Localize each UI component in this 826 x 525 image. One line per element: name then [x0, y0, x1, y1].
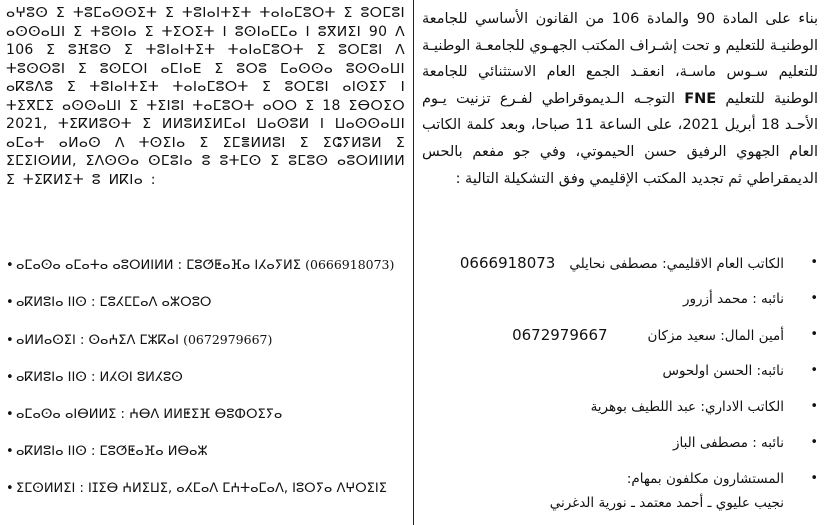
list-item: • ⴰⴽⵍⵓⵏⴰ ⵏⵏⵙ : ⵍⵃⵙⵏ ⵓⵍⵃⵓⵙ [6, 370, 183, 385]
arabic-member-list [438, 254, 818, 512]
list-item: • نائبه : مصطفى الباز [672, 435, 818, 451]
arabic-column [414, 0, 826, 525]
list-item: • ⴰⴽⵍⵓⵏⴰ ⵏⵏⵙ : ⵎⵓⵚⵟⴰⴼⴰ ⵍⴱⴰⵣ [6, 444, 208, 459]
tifinagh-member-list [6, 256, 406, 517]
list-item: • نائبه: الحسن اولحوس [662, 363, 818, 379]
advisors-names: نجيب عليوي ـ أحمد معتمد ـ نورية الدغرني [549, 495, 784, 511]
list-item: • ⴰⴽⵍⵓⵏⴰ ⵏⵏⵙ : ⵎⵓⵃⵎⵎⴰⴷ ⴰⵣⵔⵓⵔ [6, 295, 212, 310]
list-item: • ⴰⵎⴰⵙⴰ ⴰⵏⴱⵍⵍⵉ : ⵄⴱⴷ ⵍⵍⵟⵉⴼ ⴱⵓⵀⵔⵉⵢⴰ [6, 407, 283, 422]
list-item: • نائبه : محمد أزرور [682, 291, 818, 307]
list-item: • أمين المال: سعيد مزكان0672979667 [512, 326, 818, 344]
list-item: • الكاتب العام الاقليمي: مصطفى نحايلي0666918073 [459, 254, 818, 272]
arabic-paragraph: بناء على المادة 90 والمادة 106 من القانون الأساسي للجامعة الوطنيـة للتعليم و تحت إشـراف المكتب الجهـوي للجامعـة الوطنيـة للتعليم سـوس ماسـة، انعقـد الجمع العام الاستثنائي للجامعة الوطنية للتعليم FNE التوجـه الـديموقراطي لفـرع تزنيت يـوم الأحـد 18 أبريل 2021، على الساعة 11 صباحا، وبعد كلمة الكاتب العام الجهوي الرفيق حسن الحيموتي، وفي جو مفعم بالحس الديمقراطي ثم تجديد المكتب الإقليمي وفق التشكيلة التالية : [422, 11, 818, 187]
list-item: • ⴰⵍⵍⴰⵙⵉⵏ : ⵙⴰⵄⵉⴷ ⵎⵣⴽⴰⵏ (0672979667) [6, 332, 273, 348]
tifinagh-paragraph: ⴰⵖⵓⵙ ⵉ ⵜⵓⵎⴰⵙⵙⵉⵜ ⵉ ⵜⵓⵏⴰⵏⵜⵉⵜ ⵜⴰⵏⴰⵎⵓⵔⵜ ⵉ ⵓⵔⵎⵓⵏ ⴰⵙⵙⴰⵡⵏ ⵉ ⵜⵓⵙⵏⴰ ⵉ ⵜⵉⵔⵉⵜ ⵏ ⵓⵙⵏⴰⵎⵎⴰ ⵏ ⵓⴳⵍⵉⵏ 90 ⴷ 106 ⵉ ⵓⴼⵓⵙ ⵉ ⵜⵓⵏⴰⵏⵜⵉⵜ ⵜⴰⵏⴰⵎⵓⵔⵜ ⵉ ⵓⵔⵎⵓⵏ ⴷ ⵜⵓⵙⵙⵓⵏ ⵉ ⵓⵙⵎⵔⵏ ⴰⵎⵏⴰⴹ ⵉ ⵓⵔⵓ ⵎⴰⵙⵙⴰ ⵓⵙⵙⴰⵡⵏ ⴰⴽⵓⴷⵓ ⵉ ⵜⵓⵏⴰⵏⵜⵉⵜ ⵜⴰⵏⴰⵎⵓⵔⵜ ⵉ ⵓⵔⵎⵓⵏ ⴰⵏⵙⵉⵢ ⵏ ⵜⵉⴳⵎⵉ ⴰⵙⵙⴰⵡⵏ ⵉ ⵜⵉⵏⵓⵏ ⵜⴰⵎⵓⵔⵜ ⴰⵔⵔ ⵉ 18 ⵉⴱⵔⵉⵔ 2021, ⵜⵉⴽⵍⵓⵙⵜ ⵉ ⵍⵍⵓⵍⵉⵍⵎⴰⵏ ⵡⴰⵙⵓⵍ ⵏ ⵡⴰⵙⵙⴰⵡⵏ ⴰⵎⴰⵜ ⴰⵍⴰⵙ ⴷ ⵜⵙⵉⵏⴰ ⵉ ⵉⵎⴻⵍⵍⵓⵏ ⵉ ⵉⵛⵢⵍⵓⵍ ⵉ ⵉⵎⵉⵏⵙⵍⵍ, ⵉⴷⵙⵙⴰ ⵙⵎⵓⵏⴰ ⵓ ⵓⵜⵎⵙ ⵉ ⵓⵎⵓⵙ ⴰⵓⵔⵍⵏⵍⵍ ⵉ ⵜⵉⴽⵍⵉⵜ ⵓ ⵍⴽⵏⴰ : [6, 5, 405, 188]
list-item: • ⴰⵎⴰⵙⴰ ⴰⵎⴰⵜⴰ ⴰⵓⵔⵍⵏⵍⵍ : ⵎⵓⵚⵟⴰⴼⴰ ⵏⵃⴰⵢⵍⵉ (0666918073) [6, 257, 395, 273]
list-item: • الكاتب الاداري: عبد اللطيف بوهرية [590, 399, 818, 415]
fne-acronym: FNE [684, 90, 717, 107]
list-item: • المستشارون مكلفون بمهام: نجيب عليوي ـ أحمد معتمد ـ نورية الدغرني [438, 470, 818, 512]
list-item: • ⵉⵎⵙⵍⵍⵉⵏ : ⵏⵊⵉⴱ ⵄⵍⵉⵡⵉ, ⴰⵃⵎⴰⴷ ⵎⵄⵜⴰⵎⴰⴷ, ⵏⵓⵔⵢⴰ ⴷⵖⵔⵉⵏⵉ [6, 481, 387, 496]
